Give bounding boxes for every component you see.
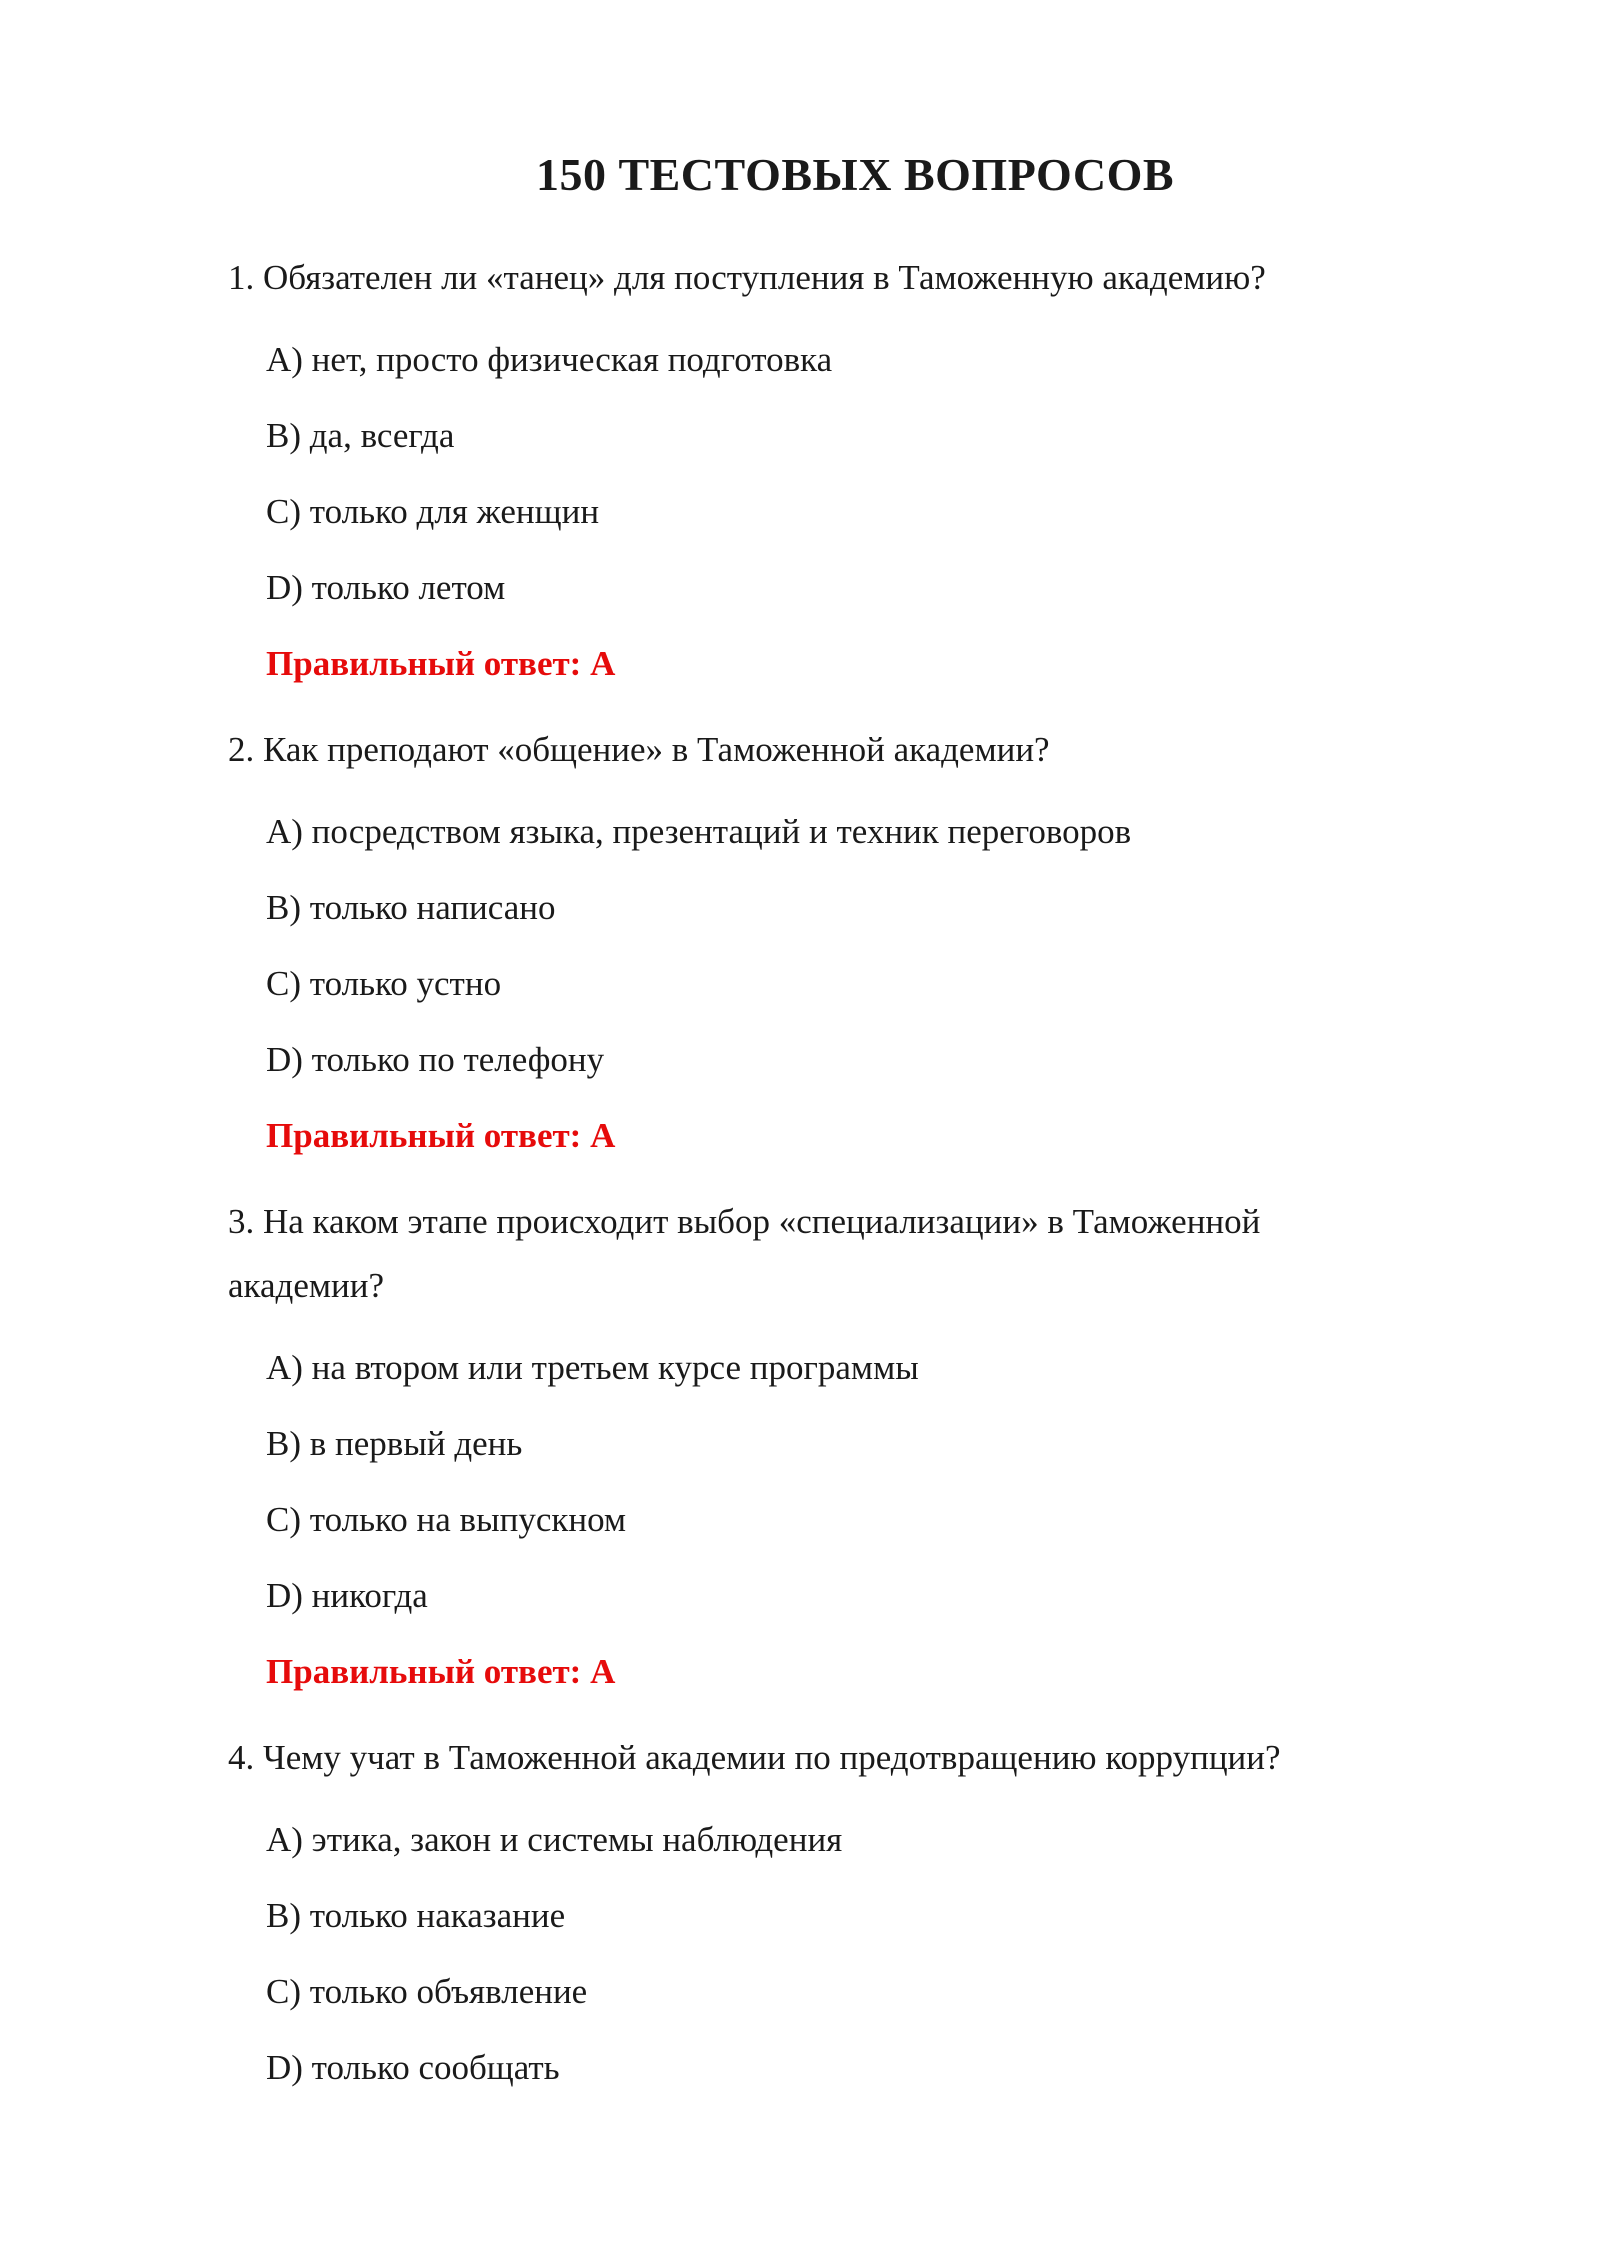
option-b: B) в первый день — [266, 1424, 523, 1463]
option-a: A) этика, закон и системы наблюдения — [266, 1820, 843, 1859]
option-b: B) да, всегда — [266, 416, 455, 455]
question-block-3 — [228, 1190, 1418, 1694]
option-d: D) только летом — [266, 568, 506, 607]
option-a: A) посредством языка, презентаций и техник переговоров — [266, 812, 1132, 851]
option-b: B) только написано — [266, 888, 556, 927]
correct-answer: Правильный ответ: A — [266, 1652, 616, 1691]
option-d: D) никогда — [266, 1576, 428, 1615]
option-b: B) только наказание — [266, 1896, 566, 1935]
option-c: C) только на выпускном — [266, 1500, 627, 1539]
option-c: C) только объявление — [266, 1972, 588, 2011]
option-a: A) нет, просто физическая подготовка — [266, 340, 833, 379]
correct-answer: Правильный ответ: A — [266, 644, 616, 683]
question-block-1 — [228, 246, 1418, 686]
question-block-2 — [228, 718, 1418, 1158]
question-text: 3. На каком этапе происходит выбор «специализации» в Таможенной академии? — [228, 1202, 1261, 1305]
question-block-4 — [228, 1726, 1418, 2090]
question-text: 4. Чему учат в Таможенной академии по предотвращению коррупции? — [228, 1738, 1281, 1777]
document-title: 150 ТЕСТОВЫХ ВОПРОСОВ — [535, 149, 1175, 200]
option-c: C) только для женщин — [266, 492, 600, 531]
question-text: 1. Обязателен ли «танец» для поступления в Таможенную академию? — [228, 258, 1266, 297]
options-list — [266, 1818, 1418, 2090]
questions-list — [228, 246, 1418, 2122]
option-a: A) на втором или третьем курсе программы — [266, 1348, 919, 1387]
question-text: 2. Как преподают «общение» в Таможенной академии? — [228, 730, 1050, 769]
correct-answer: Правильный ответ: A — [266, 1116, 616, 1155]
option-d: D) только сообщать — [266, 2048, 560, 2087]
options-list — [266, 1346, 1418, 1618]
options-list — [266, 810, 1418, 1082]
option-c: C) только устно — [266, 964, 502, 1003]
options-list — [266, 338, 1418, 610]
option-d: D) только по телефону — [266, 1040, 605, 1079]
